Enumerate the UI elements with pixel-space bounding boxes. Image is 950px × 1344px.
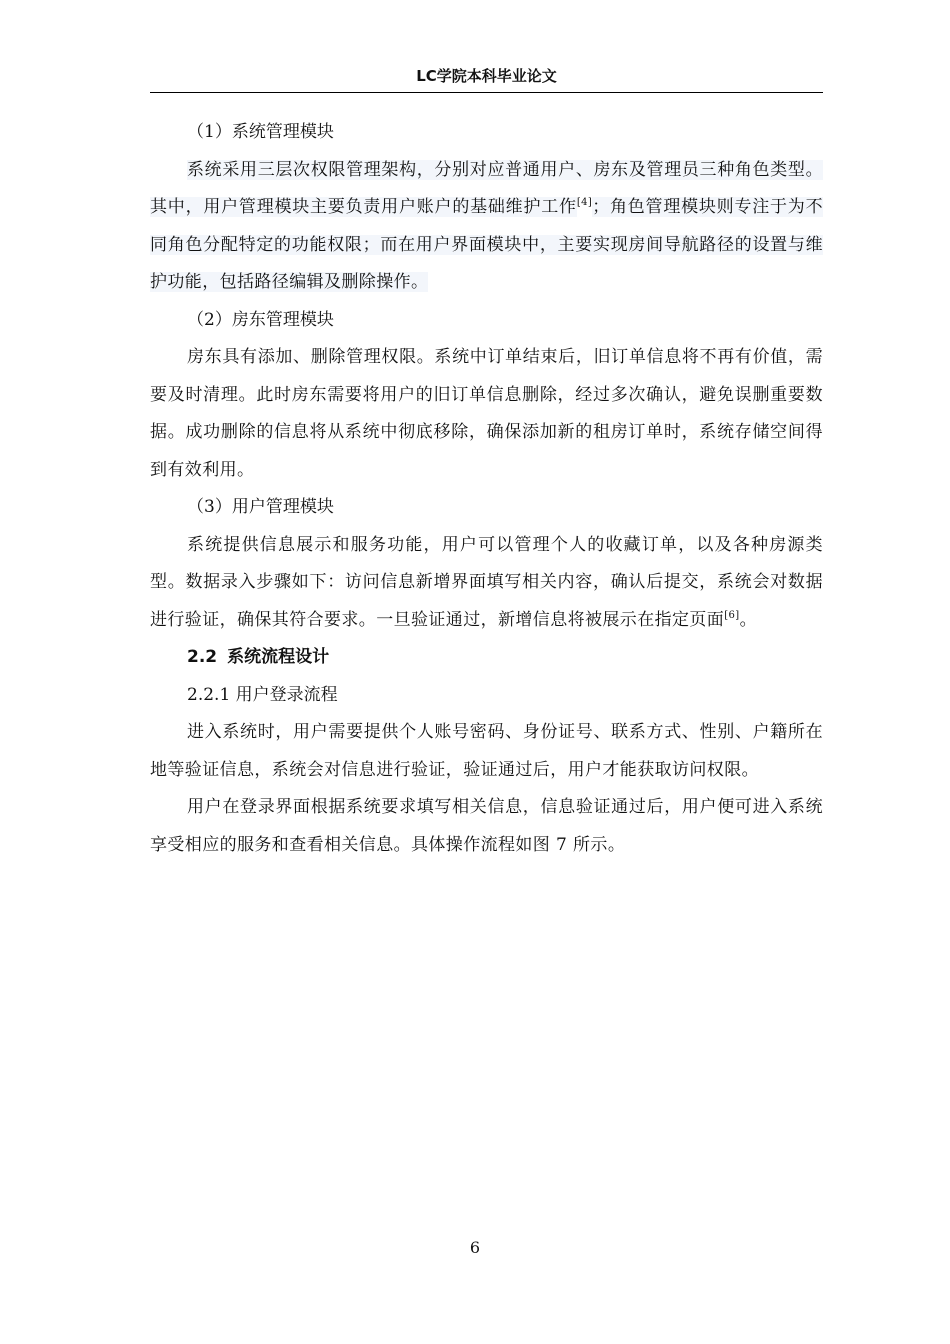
citation: [4]	[576, 197, 593, 208]
paragraph-text: 系统提供信息展示和服务功能，用户可以管理个人的收藏订单，以及各种房源类型。数据录入步骤如下：访问信息新增界面填写相关内容，确认后提交，系统会对数据进行验证，确保其符合要求。一旦验证通过，新增信息将被展示在指定页面	[150, 534, 823, 630]
section-heading-user-management: （3）用户管理模块	[187, 497, 334, 517]
section-number: 2.2	[187, 647, 218, 667]
section-heading-2-2-1: 2.2.1 用户登录流程	[187, 684, 338, 705]
paragraph-landlord-management: 房东具有添加、删除管理权限。系统中订单结束后，旧订单信息将不再有价值，需要及时清理。此时房东需要将用户的旧订单信息删除，经过多次确认，避免误删重要数据。成功删除的信息将从系统中彻底移除，确保添加新的租房订单时，系统存储空间得到有效利用。	[150, 347, 823, 480]
header-rule	[150, 92, 823, 93]
page-number: 6	[469, 1238, 481, 1257]
paragraph-text: ；角色管理模块则专注于为不同角色分配特定的功能权限；而在用户界面模块中，主要实现房间导航路径的设置与维护功能，包括路径编辑及删除操作。	[150, 197, 823, 292]
section-title: 系统流程设计	[227, 647, 330, 667]
paragraph-user-management	[150, 527, 823, 640]
paragraph-login-2: 用户在登录界面根据系统要求填写相关信息，信息验证通过后，用户便可进入系统享受相应的服务和查看相关信息。具体操作流程如图 7 所示。	[150, 797, 823, 855]
paragraph-login-1: 进入系统时，用户需要提供个人账号密码、身份证号、联系方式、性别、户籍所在地等验证信息，系统会对信息进行验证，验证通过后，用户才能获取访问权限。	[150, 722, 823, 780]
section-heading-system-management: （1）系统管理模块	[187, 122, 334, 142]
paragraph-text: 系统采用三层次权限管理架构，分别对应普通用户、房东及管理员三种角色类型。其中，用户管理模块主要负责用户账户的基础维护工作	[150, 159, 823, 217]
page-header: LC学院本科毕业论文	[416, 67, 557, 85]
paragraph-text: 。	[739, 609, 757, 630]
document-body	[150, 114, 823, 864]
citation: [6]	[724, 609, 740, 621]
section-heading-landlord-management: （2）房东管理模块	[187, 309, 334, 330]
paragraph-system-management	[150, 152, 823, 302]
section-heading-2-2	[150, 639, 823, 677]
